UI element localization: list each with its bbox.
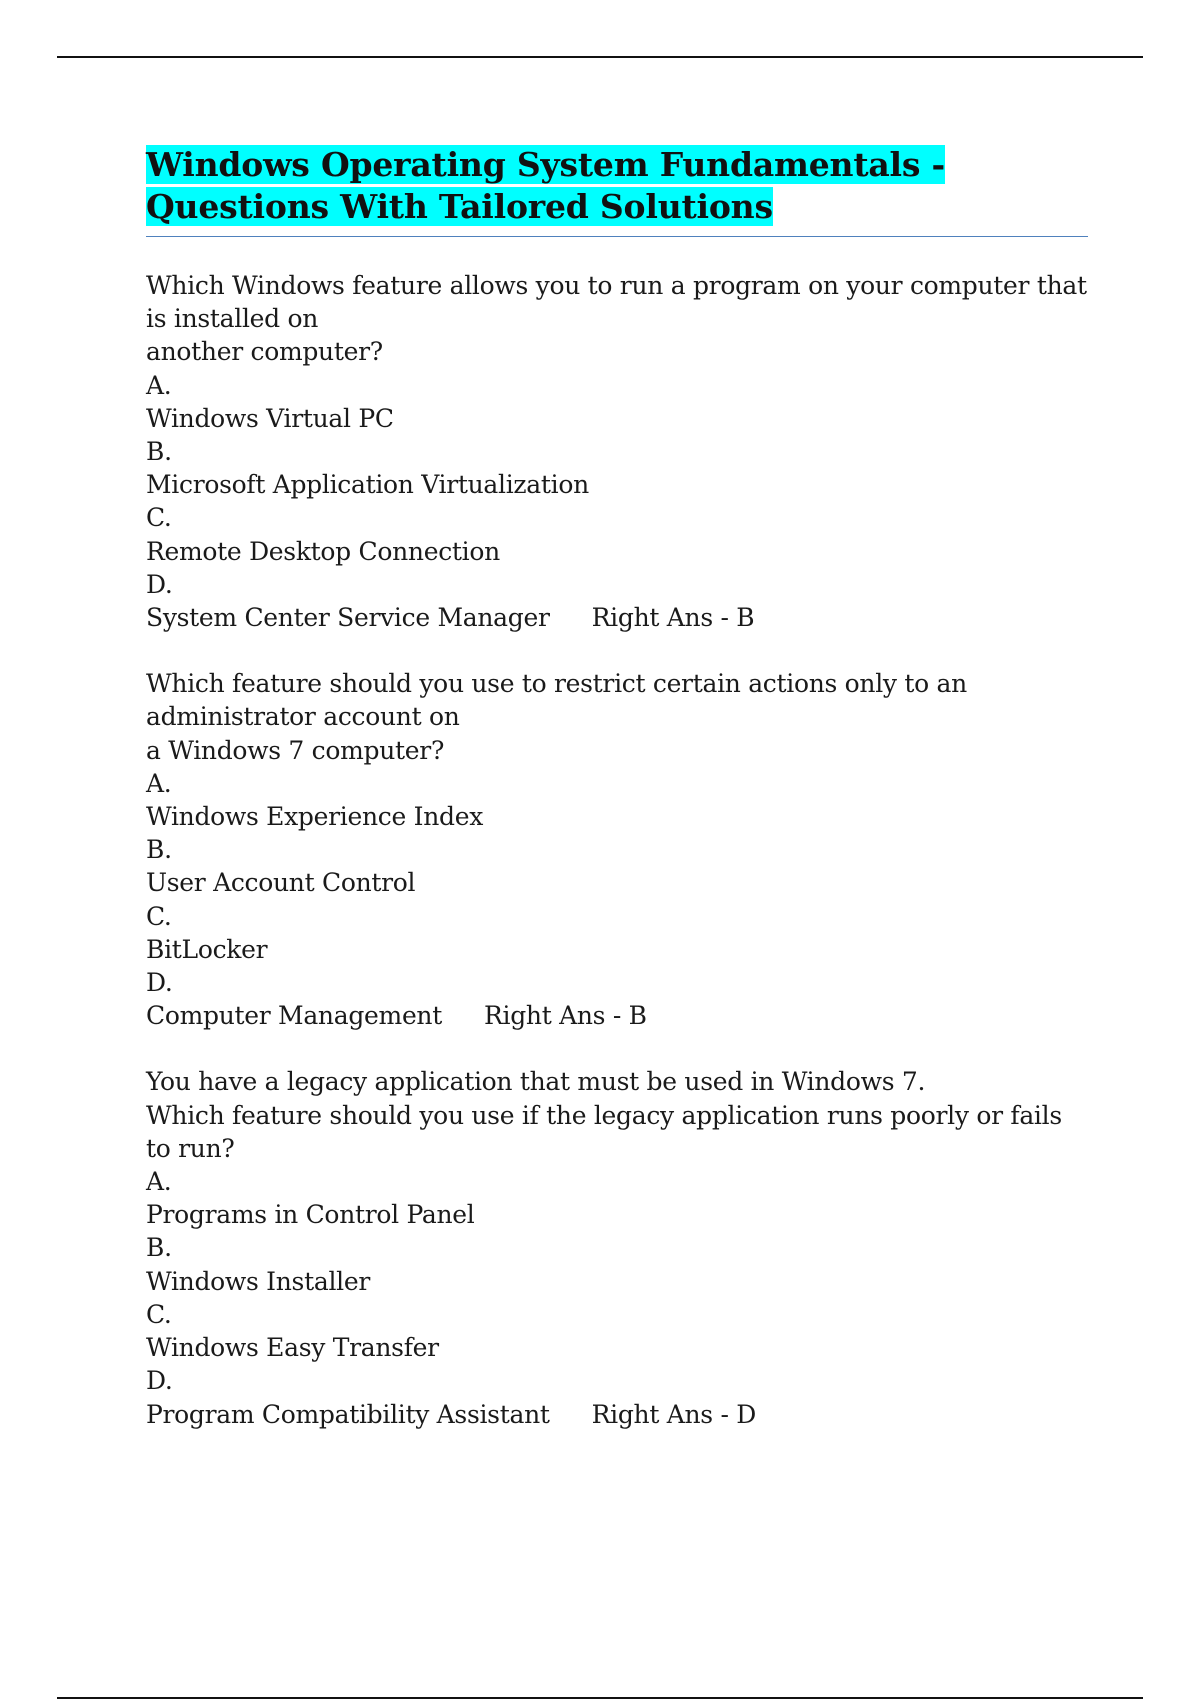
option-letter: B. xyxy=(146,835,172,865)
page-top-rule xyxy=(57,56,1143,58)
last-option-row xyxy=(146,999,1088,1032)
question-text: another computer? xyxy=(146,337,383,367)
right-answer: Right Ans - B xyxy=(591,603,755,633)
document-title-text: Windows Operating System Fundamentals - Questions With Tailored Solutions xyxy=(146,145,946,226)
question-block-3 xyxy=(146,1065,1088,1430)
option-letter: C. xyxy=(146,503,172,533)
last-option-row xyxy=(146,1398,1088,1431)
option-text: Program Compatibility Assistant xyxy=(146,1399,550,1429)
option-text: Programs in Control Panel xyxy=(146,1200,475,1230)
question-text: a Windows 7 computer? xyxy=(146,735,445,765)
question-text: Which feature should you use to restrict certain actions only to an administrator account on xyxy=(146,669,975,732)
option-letter: D. xyxy=(146,1366,173,1396)
option-text: BitLocker xyxy=(146,934,268,964)
option-text: Remote Desktop Connection xyxy=(146,536,500,566)
question-list xyxy=(146,269,1095,1431)
page-content xyxy=(146,144,1095,1464)
question-block-1 xyxy=(146,269,1095,634)
option-text: Windows Installer xyxy=(146,1266,370,1296)
option-letter: A. xyxy=(146,1167,172,1197)
option-letter: B. xyxy=(146,1233,172,1263)
option-text: Windows Easy Transfer xyxy=(146,1333,439,1363)
option-letter: B. xyxy=(146,437,172,467)
option-text: Computer Management xyxy=(146,1001,442,1031)
option-letter: C. xyxy=(146,1299,172,1329)
question-block-2 xyxy=(146,667,1088,1032)
option-text: User Account Control xyxy=(146,868,416,898)
option-letter: C. xyxy=(146,901,172,931)
option-text: Microsoft Application Virtualization xyxy=(146,470,589,500)
option-letter: A. xyxy=(146,768,172,798)
option-text: System Center Service Manager xyxy=(146,603,550,633)
document-title xyxy=(146,144,1088,228)
question-text: Which feature should you use if the legacy application runs poorly or fails to run? xyxy=(146,1100,1070,1163)
title-underline xyxy=(146,236,1088,237)
option-letter: D. xyxy=(146,569,173,599)
option-text: Windows Virtual PC xyxy=(146,403,394,433)
page-bottom-rule xyxy=(57,1697,1143,1699)
option-letter: D. xyxy=(146,968,173,998)
question-text: You have a legacy application that must be used in Windows 7. xyxy=(146,1067,926,1097)
right-answer: Right Ans - B xyxy=(484,1001,647,1031)
option-text: Windows Experience Index xyxy=(146,802,483,832)
right-answer: Right Ans - D xyxy=(591,1399,757,1429)
option-letter: A. xyxy=(146,370,172,400)
question-text: Which Windows feature allows you to run a program on your computer that is installed on xyxy=(146,271,1095,334)
last-option-row xyxy=(146,601,1088,634)
